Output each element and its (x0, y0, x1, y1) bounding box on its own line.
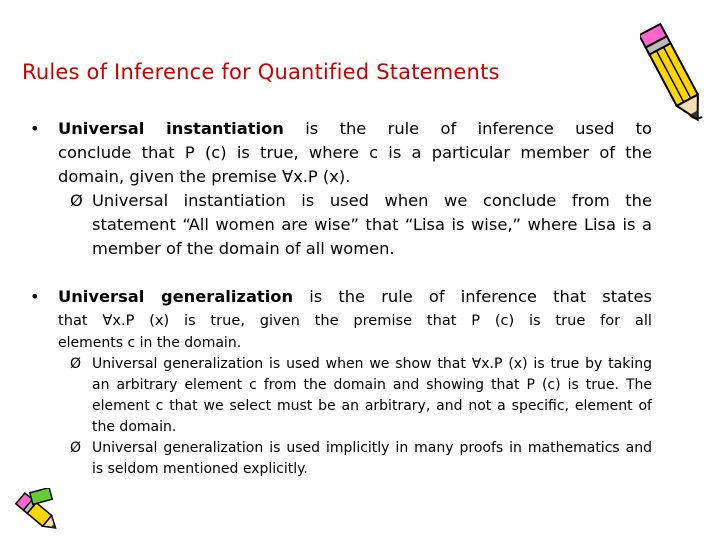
term-universal-generalization: Universal generalization (58, 287, 294, 306)
sub-bullet (30, 354, 652, 438)
bullet-text (30, 285, 652, 354)
bullet-dot: • (30, 287, 40, 306)
bullet-line-2: that ∀x.P (x) is true, given the premise that P (c) is true for all (58, 312, 652, 329)
bullet-text (30, 117, 652, 189)
bullet-rest: conclude that P (c) is true, where c is a particular member of the domain, given the premise ∀x.P (x). (58, 143, 652, 186)
slide-title: Rules of Inference for Quantified Statements (22, 60, 500, 84)
bullet-line-3: elements c in the domain. (58, 335, 242, 351)
bullet-dot: • (30, 119, 40, 138)
sub-bullet (30, 189, 652, 261)
bullet-universal-instantiation (30, 117, 652, 261)
sub-bullet-text: Universal instantiation is used when we conclude from the statement “All women are wise” that “Lisa is wise,” where Lisa is a member of the domain of all women. (92, 191, 652, 258)
term-universal-instantiation: Universal instantiation (58, 119, 284, 138)
arrow-bullet-icon: Ø (70, 440, 82, 456)
pencil-icon (5, 488, 65, 536)
sub-bullet (30, 438, 652, 480)
arrow-bullet-icon: Ø (70, 356, 82, 372)
sub-bullet-text: Universal generalization is used implicitly in many proofs in mathematics and is seldom mentioned explicitly. (92, 440, 652, 477)
arrow-bullet-icon: Ø (70, 191, 83, 210)
bullet-line-1: is the rule of inference used to (283, 119, 652, 138)
bullet-line-1: is the rule of inference that states (293, 287, 652, 306)
bullet-universal-generalization (30, 285, 652, 480)
sub-bullet-text: Universal generalization is used when we show that ∀x.P (x) is true by taking an arbitrary element c from the domain and showing that P (c) is true. The element c that we select must be an arbitrary, and not a specific, element of the domain. (92, 356, 652, 435)
